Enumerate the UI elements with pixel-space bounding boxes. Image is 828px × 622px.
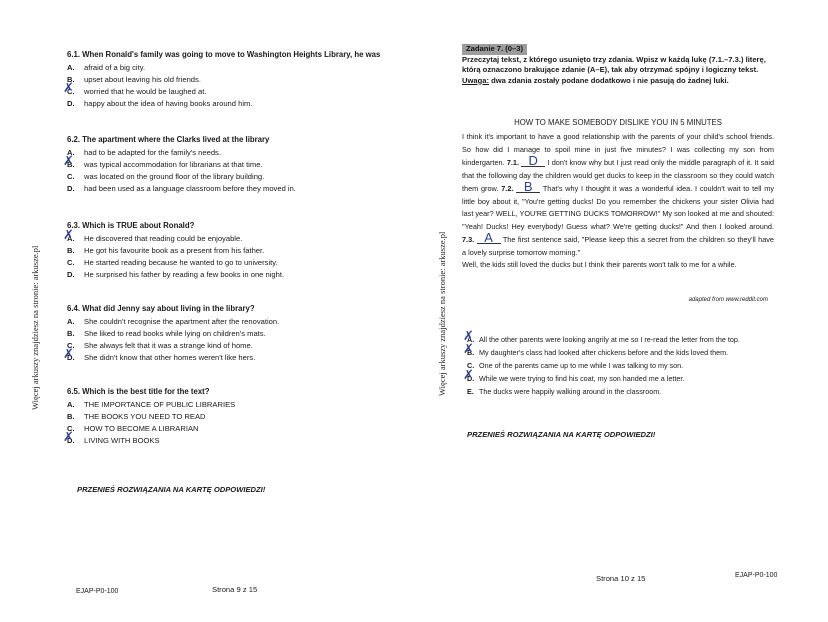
gap-7-2-label: 7.2. (501, 184, 514, 193)
option-a (67, 399, 407, 411)
sentence-text: The ducks were happily walking around in the classroom. (479, 387, 662, 396)
option-letter: A. (67, 63, 75, 72)
text-title: HOW TO MAKE SOMEBODY DISLIKE YOU IN 5 MINUTES (514, 118, 722, 127)
story-paragraph-6: Well, the kids still loved the ducks but I think their parents won't talk to me for a while. (462, 260, 737, 269)
option-letter: C. (67, 258, 75, 267)
sentence-letter: ✗ B. (467, 346, 481, 359)
story-paragraph-5: The first sentence said, "Please keep this a secret from the children so they'll have a lovely surprise tomorrow morning." (462, 235, 774, 257)
sentence-options (467, 333, 772, 398)
question-title: 6.3. Which is TRUE about Ronald? (67, 221, 195, 230)
story-paragraph-3: I don't know why but I just read only the middle paragraph of it. It said that the following day the children would get ducks to keep in the classroom so they could watch them grow. (462, 158, 775, 193)
question-title: 6.2. The apartment where the Clarks lived at the library (67, 135, 270, 144)
option-d-marked (67, 435, 407, 447)
sentence-text: All the other parents were looking angrily at me so I re-read the letter from the top. (479, 335, 740, 344)
gap-7-1-label: 7.1. (506, 158, 519, 167)
option-text: HOW TO BECOME A LIBRARIAN (84, 424, 199, 433)
option-letter: C. (67, 172, 75, 181)
option-text: She couldn't recognise the apartment after the renovation. (84, 317, 280, 326)
option-a (67, 147, 407, 159)
option-d-marked (67, 352, 407, 364)
option-letter: B. (67, 75, 75, 84)
option-letter: ✗ C. (67, 86, 81, 98)
option-letter: ✗ D. (67, 435, 81, 447)
left-exam-code: EJAP-P0-100 (76, 588, 119, 595)
sentence-text: One of the parents came up to me while I was talking to my son. (479, 361, 684, 370)
option-text: She liked to read books while lying on children's mats. (84, 329, 266, 338)
sentence-d-marked (467, 372, 772, 385)
story-paragraph-1: I think it's important to have a good relationship with the parents of your child's school friends. So how did I manage to spoil mine in just five minutes? (462, 132, 774, 154)
sentence-text: While we were trying to find his coat, my son handed me a letter. (479, 374, 685, 383)
option-text: upset about leaving his old friends. (84, 75, 201, 84)
option-a (67, 316, 407, 328)
option-letter: D. (67, 184, 75, 193)
task-note-text: dwa zdania zostały podane dodatkowo i nie pasują do żadnej luki. (491, 75, 729, 85)
option-text: THE IMPORTANCE OF PUBLIC LIBRARIES (84, 400, 236, 409)
option-letter: C. (67, 424, 75, 433)
task-instruction: Przeczytaj tekst, z którego usunięto trzy zdania. Wpisz w każdą lukę (7.1.–7.3.) literę, którą oznaczono brakujące zdanie (A–E), tak aby otrzymać spójny i logiczny tekst. (462, 54, 766, 74)
left-page-number: Strona 9 z 15 (212, 585, 258, 594)
option-text: He got his favourite book as a present from his father. (84, 246, 265, 255)
option-text: had to be adapted for the family's needs. (84, 148, 221, 157)
sentence-text: My daughter's class had looked after chickens before and the kids loved them. (479, 348, 729, 357)
option-a-marked (67, 233, 407, 245)
sentence-letter: C. (467, 361, 475, 370)
option-d (67, 183, 407, 195)
gap-7-2-answer[interactable]: B (516, 182, 540, 193)
option-letter: D. (67, 99, 75, 108)
option-a (67, 62, 407, 74)
option-text: She didn't know that other homes weren't like hers. (84, 353, 256, 362)
sentence-letter: ✗ D. (467, 372, 481, 385)
option-text: LIVING WITH BOOKS (84, 436, 160, 445)
option-b (67, 245, 407, 257)
gap-7-3-answer[interactable]: A (477, 233, 501, 244)
right-exam-code: EJAP-P0-100 (735, 572, 778, 579)
option-letter: ✗ D. (67, 352, 81, 364)
question-6-5 (67, 386, 407, 447)
option-c (67, 257, 407, 269)
task-label: Zadanie 7. (0–3) (462, 44, 527, 55)
task-note-label: Uwaga: (462, 75, 490, 85)
sentence-letter: E. (467, 387, 474, 396)
task-note (462, 76, 774, 87)
sentence-a-marked (467, 333, 772, 346)
option-b-marked (67, 159, 407, 171)
sentence-b-marked (467, 346, 772, 359)
task-header (462, 44, 774, 86)
option-c-marked (67, 86, 407, 98)
option-text: worried that he would be laughed at. (84, 87, 207, 96)
option-text: was typical accommodation for librarians at that time. (84, 160, 263, 169)
option-text: She always felt that it was a strange kind of home. (84, 341, 253, 350)
option-text: He discovered that reading could be enjoyable. (84, 234, 243, 243)
sentence-e (467, 385, 772, 398)
option-b (67, 328, 407, 340)
option-text: was located on the ground floor of the library building. (84, 172, 265, 181)
option-text: had been used as a language classroom before they moved in. (84, 184, 296, 193)
option-letter: A. (67, 148, 75, 157)
option-text: THE BOOKS YOU NEED TO READ (84, 412, 206, 421)
option-letter: ✗ A. (67, 233, 81, 245)
option-d (67, 98, 407, 110)
option-c (67, 340, 407, 352)
sentence-c (467, 359, 772, 372)
right-page-number: Strona 10 z 15 (596, 574, 646, 583)
question-6-2 (67, 134, 407, 195)
right-page (414, 0, 828, 622)
story-paragraph-4: That's why I thought it was a wonderful idea. I couldn't wait to tell my little boy about it, "You're getting ducks! Do you remember the chickens your sister Olivia had last year? WELL, YOU'RE GETTING DUCKS TOMORROW!" My son looked at me and shouted: "Yeah! Ducks! Hey everybody! Guess what? We're getting ducks!" And then I looked around. (462, 184, 774, 231)
right-transfer-instruction: PRZENIEŚ ROZWIĄZANIA NA KARTĘ ODPOWIEDZI! (467, 430, 656, 439)
question-6-1 (67, 49, 407, 110)
option-letter: B. (67, 246, 75, 255)
sentence-letter: ✗ A. (467, 333, 481, 346)
question-title: 6.4. What did Jenny say about living in the library? (67, 304, 255, 313)
left-side-note: Więcej arkuszy znajdziesz na stronie: arkusze.pl (30, 245, 40, 410)
option-letter: C. (67, 341, 75, 350)
text-source: adapted from www.reddit.com (688, 297, 768, 303)
option-letter: D. (67, 270, 75, 279)
story-paragraph-2: I was collecting my son from kindergarten. (462, 144, 774, 167)
option-d (67, 269, 407, 281)
option-c (67, 171, 407, 183)
option-text: afraid of a big city. (84, 63, 146, 72)
option-letter: ✗ B. (67, 159, 81, 171)
question-6-4 (67, 303, 407, 364)
question-title: 6.1. When Ronald's family was going to move to Washington Heights Library, he was (67, 50, 381, 59)
option-b (67, 411, 407, 423)
gap-7-1-answer[interactable]: D (521, 156, 545, 167)
option-text: He started reading because he wanted to go to university. (84, 258, 278, 267)
option-letter: A. (67, 317, 75, 326)
question-6-3 (67, 220, 407, 281)
gap-7-3-label: 7.3. (462, 235, 475, 244)
option-letter: B. (67, 412, 75, 421)
option-text: He surprised his father by reading a few books in one night. (84, 270, 285, 279)
option-text: happy about the idea of having books around him. (84, 99, 253, 108)
option-c (67, 423, 407, 435)
option-letter: B. (67, 329, 75, 338)
question-title: 6.5. Which is the best title for the text? (67, 387, 210, 396)
right-side-note: Więcej arkuszy znajdziesz na stronie: arkusze.pl (437, 231, 447, 396)
option-letter: A. (67, 400, 75, 409)
left-transfer-instruction: PRZENIEŚ ROZWIĄZANIA NA KARTĘ ODPOWIEDZI! (77, 485, 266, 494)
story-text (462, 131, 774, 272)
option-b (67, 74, 407, 86)
